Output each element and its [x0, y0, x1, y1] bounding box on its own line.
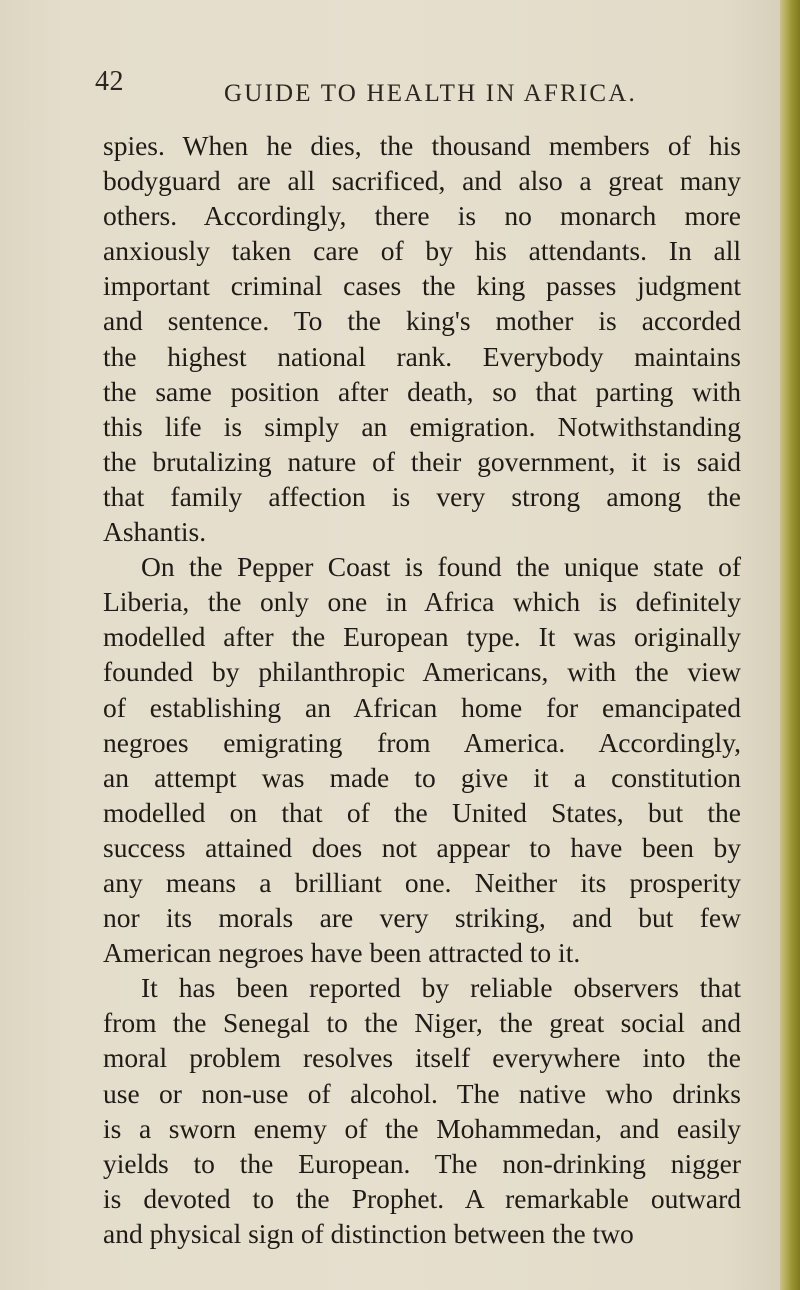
running-title: GUIDE TO HEALTH IN AFRICA. [224, 80, 637, 107]
text-line: that family affection is very strong among the [103, 480, 741, 512]
text-line: spies. When he dies, the thousand members of his [103, 130, 741, 161]
text-line: negroes emigrating from America. Accordingly, [103, 726, 741, 758]
book-edge [780, 0, 800, 1290]
text-line: use or non-use of alcohol. The native who drinks [103, 1077, 741, 1109]
text-line: success attained does not appear to have been by [103, 831, 741, 863]
text-line: is devoted to the Prophet. A remarkable outward [103, 1182, 741, 1214]
text-line: others. Accordingly, there is no monarch more [103, 200, 741, 232]
paragraph-liberia [103, 549, 741, 970]
page-number: 42 [95, 66, 124, 97]
text-line: the same position after death, so that parting with [103, 375, 741, 407]
text-line: On the Pepper Coast is found the unique state of [141, 551, 741, 583]
text-line: and sentence. To the king's mother is accorded [103, 305, 741, 337]
text-line: Ashantis. [103, 516, 207, 548]
paragraph-alcohol [103, 970, 741, 1251]
text-line: of establishing an African home for emancipated [103, 691, 741, 723]
paragraph-ashanti [103, 128, 741, 549]
text-line: from the Senegal to the Niger, the great social and [103, 1007, 741, 1039]
page-header [0, 66, 785, 106]
text-line: and physical sign of distinction between the two [103, 1217, 634, 1249]
text-line: the highest national rank. Everybody maintains [103, 340, 741, 372]
text-line: bodyguard are all sacrificed, and also a great many [103, 165, 741, 197]
text-line: is a sworn enemy of the Mohammedan, and easily [103, 1112, 741, 1144]
text-line: this life is simply an emigration. Notwithstanding [103, 410, 741, 442]
text-line: the brutalizing nature of their government, it is said [103, 445, 741, 477]
text-line: important criminal cases the king passes judgment [103, 270, 741, 302]
text-line: yields to the European. The non-drinking nigger [103, 1147, 741, 1179]
body-text [103, 128, 741, 1251]
text-line: It has been reported by reliable observers that [141, 972, 741, 1004]
text-line: modelled on that of the United States, but the [103, 796, 741, 828]
text-line: modelled after the European type. It was originally [103, 621, 741, 653]
text-line: any means a brilliant one. Neither its prosperity [103, 866, 741, 898]
text-line: moral problem resolves itself everywhere into the [103, 1042, 741, 1074]
text-line: anxiously taken care of by his attendants. In all [103, 235, 741, 267]
text-line: nor its morals are very striking, and but few [103, 902, 741, 934]
text-line: an attempt was made to give it a constitution [103, 761, 741, 793]
text-line: Liberia, the only one in Africa which is definitely [103, 586, 741, 618]
text-line: American negroes have been attracted to it. [103, 937, 581, 969]
text-line: founded by philanthropic Americans, with the view [103, 656, 741, 688]
